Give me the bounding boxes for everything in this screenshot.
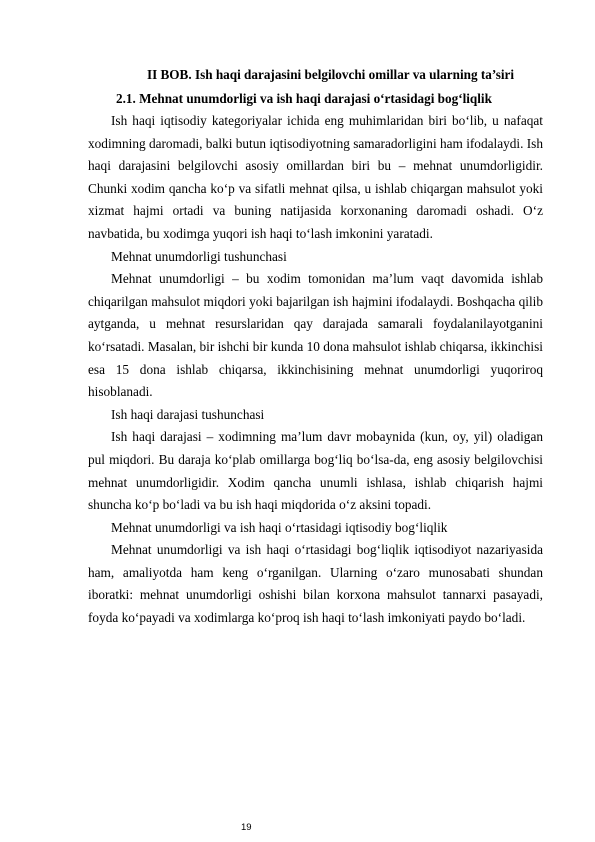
page-number: 19 [241, 822, 252, 833]
subheading-productivity: Mehnat unumdorligi tushunchasi [111, 248, 287, 264]
subheading-wage-level: Ish haqi darajasi tushunchasi [111, 406, 265, 422]
paragraph-intro: Ish haqi iqtisodiy kategoriyalar ichida eng muhimlaridan biri bo‘lib, u nafaqat xodimning daromadi, balki butun iqtisodiyotning samaradorligini ham ifodalaydi. Ish haqi darajasini belgilovchi asosiy omillardan biri bu – mehnat unumdorligidir. Chunki xodim qancha ko‘p va sifatli mehnat qilsa, u ishlab chiqargan mahsulot yoki xizmat hajmi ortadi va buning natijasida korxonaning daromadi oshadi. O‘z navbatida, bu xodimga yuqori ish haqi to‘lash imkonini yaratadi. [88, 113, 543, 241]
subheading-relationship: Mehnat unumdorligi va ish haqi o‘rtasidagi iqtisodiy bog‘liqlik [111, 519, 448, 535]
paragraph-wage-level: Ish haqi darajasi – xodimning ma’lum davr mobaynida (kun, oy, yil) oladigan pul miqdori. Bu daraja ko‘plab omillarga bog‘liq bo‘lsa-da, eng asosiy belgilovchisi mehnat unumdorligidir. Xodim qancha unumli ishlasa, ishlab chiqarish hajmi shuncha ko‘p bo‘ladi va bu ish haqi miqdorida o‘z aksini topadi. [88, 429, 543, 513]
section-title: 2.1. Mehnat unumdorligi va ish haqi darajasi o‘rtasidagi bog‘liqlik [116, 91, 492, 106]
paragraph-productivity: Mehnat unumdorligi – bu xodim tomonidan ma’lum vaqt davomida ishlab chiqarilgan mahsulot miqdori yoki bajarilgan ish hajmini ifodalaydi. Boshqacha qilib aytganda, u mehnat resurslaridan qay darajada samarali foydalanilayotganini ko‘rsatadi. Masalan, bir ishchi bir kunda 10 dona mahsulot ishlab chiqarsa, ikkinchisi esa 15 dona ishlab chiqarsa, ikkinchisining mehnat unumdorligi yuqoriroq hisoblanadi. [88, 271, 543, 400]
paragraph-relationship: Mehnat unumdorligi va ish haqi o‘rtasidagi bog‘liqlik iqtisodiyot nazariyasida ham, amaliyotda ham keng o‘rganilgan. Ularning o‘zaro munosabati shundan iboratki: mehnat unumdorligi oshishi bilan korxona mahsulot tannarxi pasayadi, foyda ko‘payadi va xodimlarga ko‘proq ish haqi to‘lash imkoniyati paydo bo‘ladi. [88, 542, 543, 626]
chapter-title: II BOB. Ish haqi darajasini belgilovchi omillar va ularning ta’siri [146, 67, 515, 82]
page-content [88, 66, 543, 630]
